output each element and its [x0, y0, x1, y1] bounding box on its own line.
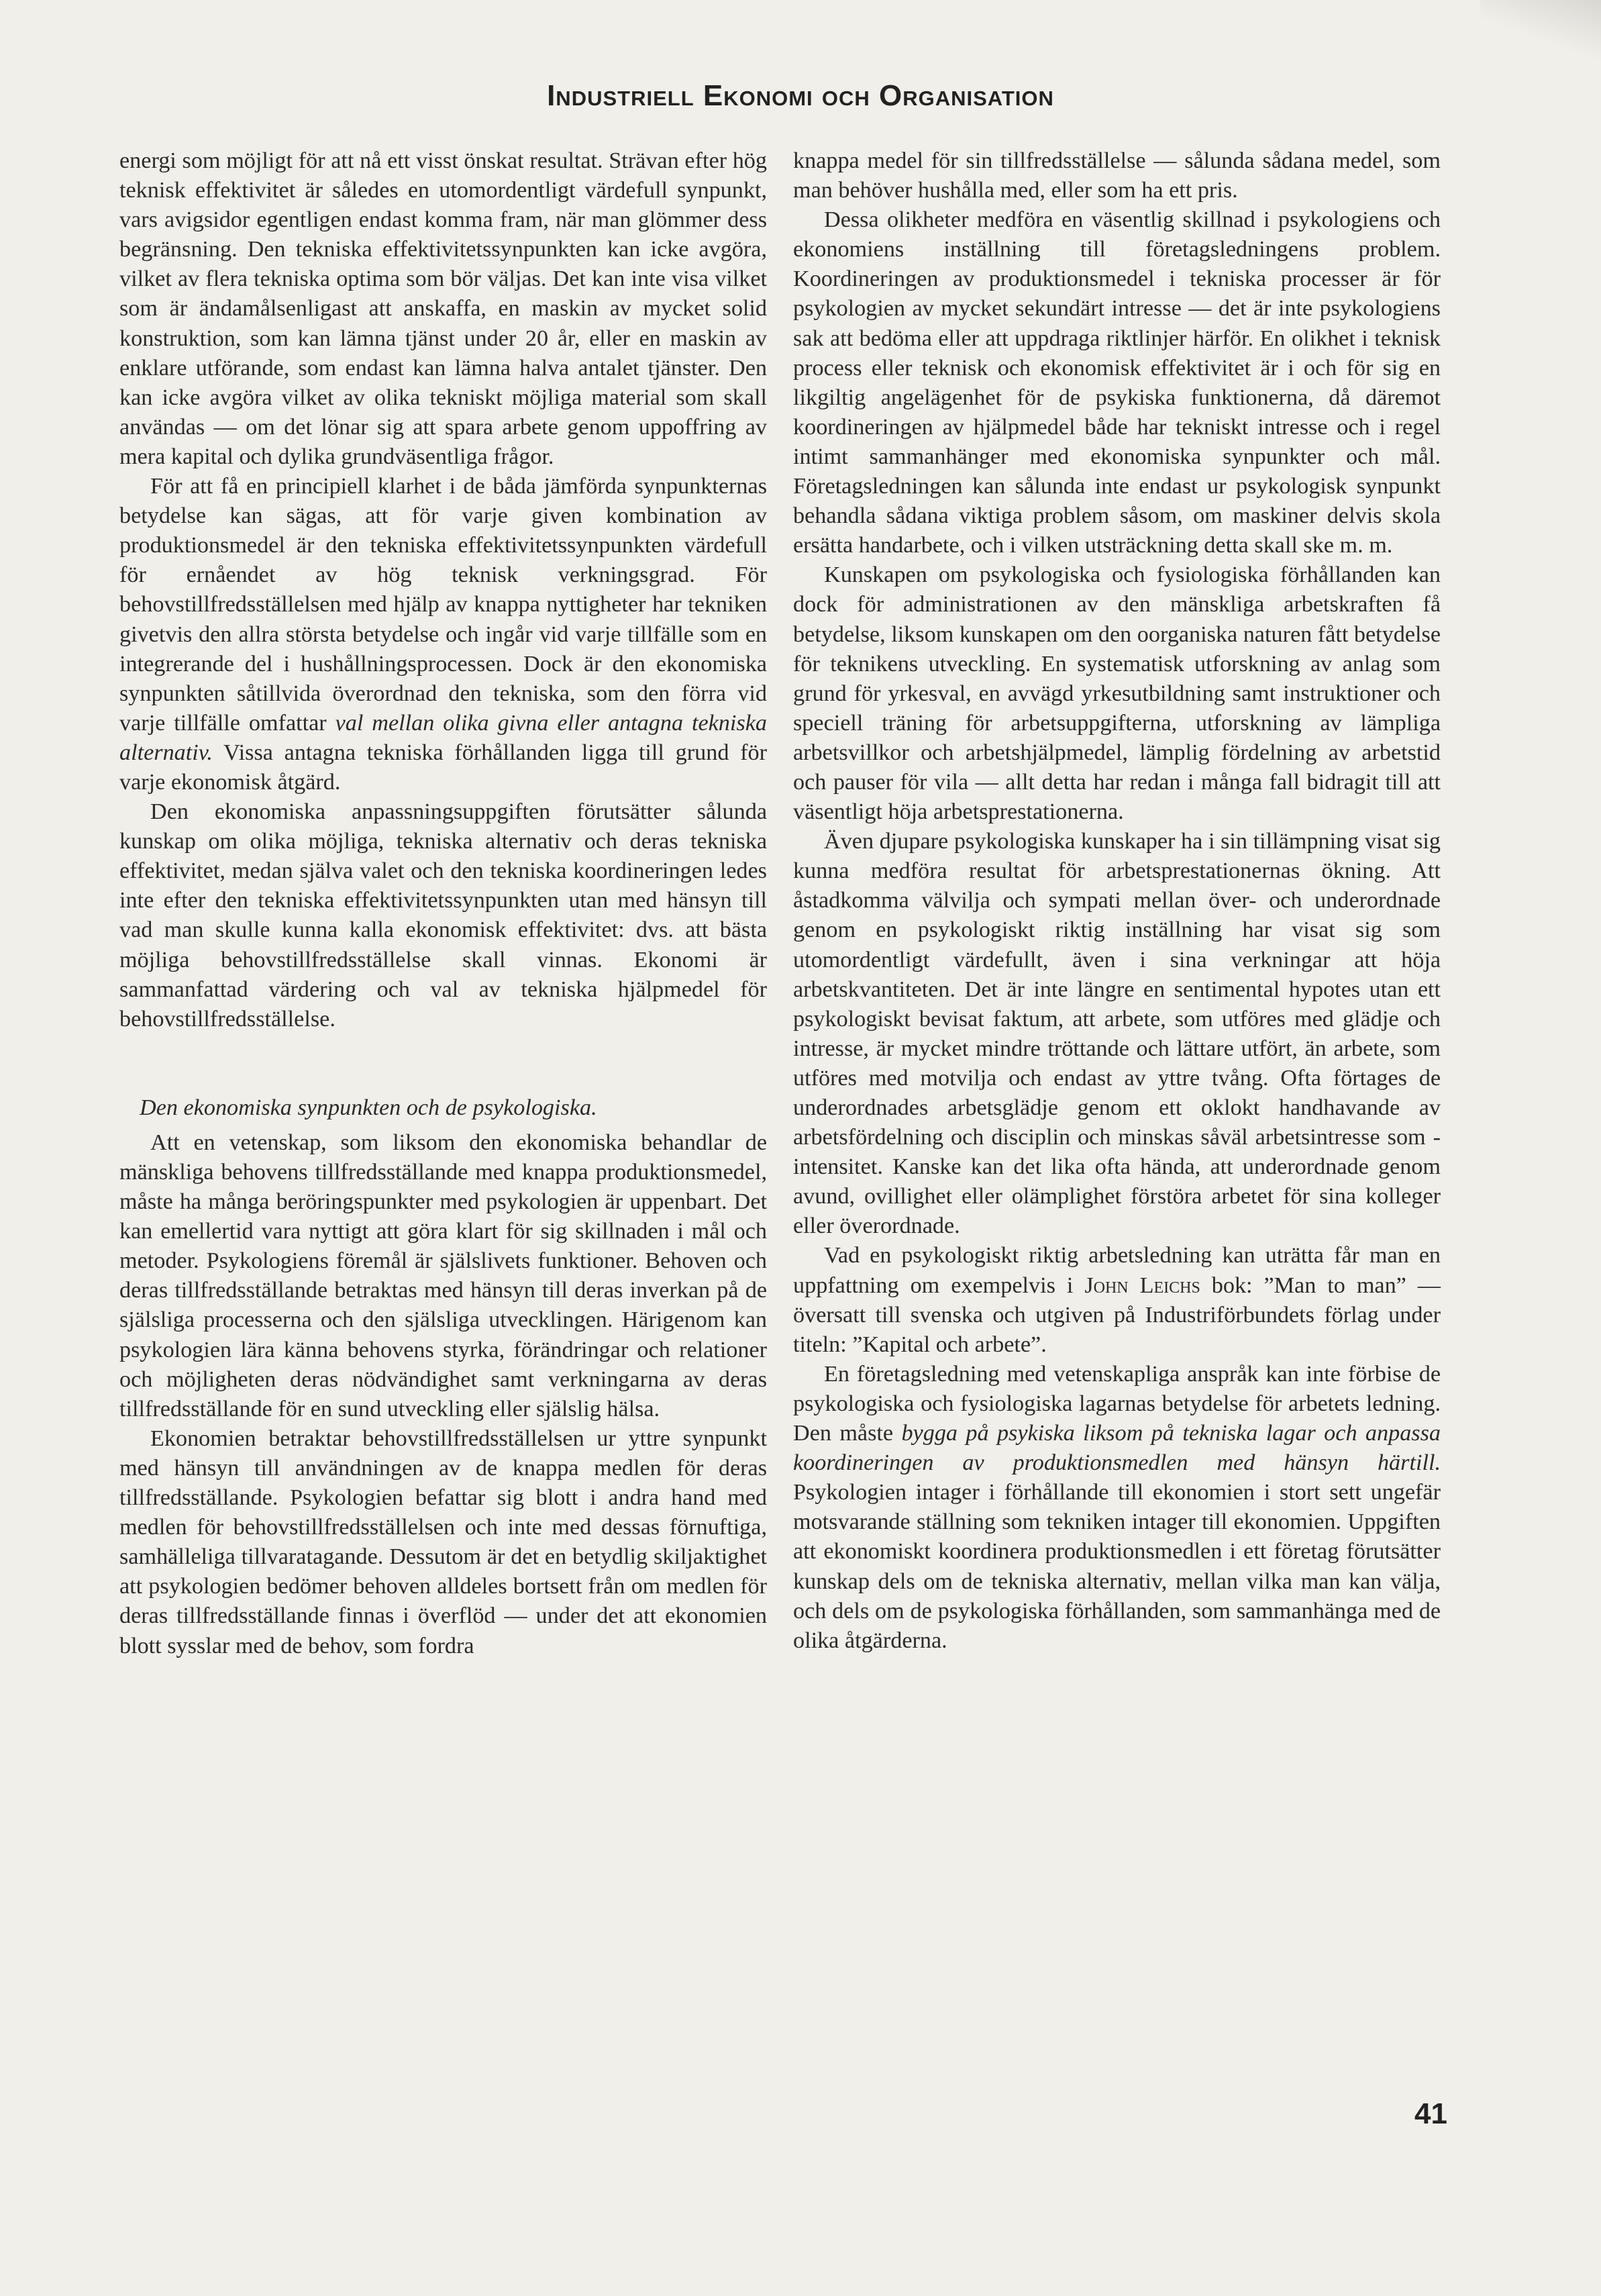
paragraph: energi som möjligt för att nå ett visst önskat resultat. Strävan efter hög teknisk effektivitet är således en utomordentligt värdefull synpunkt, vars avigsidor egentligen endast komma fram, när man glömmer dess begränsning. Den tekniska effektivitetssynpunkten kan icke avgöra, vilket av flera tekniska optima som bör väljas. Det kan inte visa vilket som är ändamålsenligast att anskaffa, en maskin av mycket solid konstruktion, som kan lämna tjänst under 20 år, eller en maskin av enklare utförande, som endast kan lämna halva antalet tjänster. Den kan icke avgöra vilket av olika tekniskt möjliga material som skall användas — om det lönar sig att spara arbete genom uppoffring av mera kapital och dylika grundväsentliga frågor.: [119, 148, 767, 469]
emphasis-text: bygga på psykiska liksom på tekniska lagar och anpassa koordineringen av produktionsmedlen med hänsyn härtill.: [793, 1421, 1441, 1476]
paragraph: knappa medel för sin tillfredsställelse — sålunda sådana medel, som man behöver hushålla med, eller som ha ett pris.: [793, 148, 1441, 203]
paragraph-text: bok: ”Man to man” — översatt till svenska och utgiven på Industriförbundets förlag under titeln: ”Kapital och arbete”.: [793, 1272, 1441, 1357]
page-number: 41: [1414, 2097, 1447, 2130]
running-header: Industriell Ekonomi och Organisation: [547, 79, 1054, 112]
paragraph: [793, 1360, 1441, 1656]
paragraph: Även djupare psykologiska kunskaper ha i sin tillämpning visat sig kunna medföra resultat för arbetsprestationernas ökning. Att åstadkomma välvilja och sympati mellan över- och underordnade genom en psykologiskt riktig inställning har visat sig som utomordentligt värdefullt, även i sina verkningar att höja arbetskvantiteten. Det är inte längre en sentimental hypotes utan ett psykologiskt bevisat faktum, att arbete, som utföres med glädje och intresse, är mycket mindre tröttande och lättare utfört, än arbete, som utföres med motvilja och endast av yttre tvång. Ofta förtages de underordnades arbetsglädje genom ett oklokt handhavande av arbetsfördelning och disciplin och minskas såväl arbetsintresse som -intensitet. Kanske kan det lika ofta hända, att underordnade genom avund, ovillighet eller olämplighet förstöra arbetet för sina kolleger eller överordnade.: [793, 829, 1441, 1239]
paragraph-text: En företagsledning med vetenskapliga anspråk kan inte förbise de psykologiska och fysiologiska lagarnas betydelse för arbetets ledning. Den måste: [793, 1361, 1441, 1446]
paragraph: [793, 1241, 1441, 1359]
paragraph: [119, 472, 767, 797]
paragraph: Dessa olikheter medföra en väsentlig skillnad i psykologiens och ekonomiens inställning till företagsledningens problem. Koordineringen av produktionsmedel i tekniska processer är för psykologien av mycket sekundärt intresse — det är inte psykologiens sak att bedöma eller att uppdraga riktlinjer härför. En olikhet i teknisk process eller teknisk och ekonomisk effektivitet är i och för sig en likgiltig angelägenhet för de psykiska funktionerna, då däremot koordineringen av hjälpmedel både har tekniskt intresse och i regel intimt sammanhänger med ekonomiska synpunkter och mål. Företagsledningen kan sålunda inte endast ur psykologisk synpunkt behandla sådana viktiga problem såsom, om maskiner delvis skola ersätta handarbete, och i vilken utsträckning detta skall ske m. m.: [793, 207, 1441, 558]
paragraph: Ekonomien betraktar behovstillfredsställelsen ur yttre synpunkt med hänsyn till användningen av de knappa medlen för deras tillfredsställande. Psykologien befattar sig blott i andra hand med medlen för behovstillfredsställelsen och inte med dessas förnuftiga, samhälleliga tillvaratagande. Dessutom är det en betydlig skiljaktighet att psykologien bedömer behoven alldeles bortsett från om medlen för deras tillfredsställande finnas i överflöd — under det att ekonomien blott sysslar med de behov, som fordra: [119, 1426, 767, 1658]
emphasis-text: val mellan olika givna eller antagna tekniska alternativ.: [119, 710, 767, 765]
left-column: [119, 146, 767, 1661]
section-subheading: Den ekonomiska synpunkten och de psykologiska.: [140, 1095, 597, 1120]
paragraph: Den ekonomiska anpassningsuppgiften förutsätter sålunda kunskap om olika möjliga, tekniska alternativ och deras tekniska effektivitet, medan själva valet och den tekniska koordineringen ledes inte efter den tekniska effektivitetssynpunkten utan med hänsyn till vad man skulle kunna kalla ekonomisk effektivitet: dvs. att bästa möjliga behovstillfredsställelse skall vinnas. Ekonomi är sammanfattad värdering och val av tekniska hjälpmedel för behovstillfredsställelse.: [119, 799, 767, 1032]
page-corner-shadow: [1480, 0, 1601, 60]
paragraph-text: Vissa antagna tekniska förhållanden ligga till grund för varje ekonomisk åtgärd.: [119, 740, 767, 795]
author-name: John Leichs: [1084, 1272, 1200, 1298]
paragraph-text: Psykologien intager i förhållande till ekonomien i stort sett ungefär motsvarande ställning som tekniken intager till ekonomien. Uppgiften att ekonomiskt koordinera produktionsmedlen i ett företag förutsätter kunskap dels om de tekniska alternativ, mellan vilka man kan välja, och dels om de psykologiska förhållanden, som sammanhänga med de olika åtgärderna.: [793, 1480, 1441, 1653]
right-column: [793, 146, 1441, 1656]
paragraph: Att en vetenskap, som liksom den ekonomiska behandlar de mänskliga behovens tillfredsställande med knappa produktionsmedel, måste ha många beröringspunkter med psykologien är uppenbart. Det kan emellertid vara nyttigt att göra klart för sig skillnaden i mål och metoder. Psykologiens föremål är själslivets funktioner. Behoven och deras tillfredsställande betraktas med hänsyn till deras inverkan på de själsliga processerna och den själsliga utvecklingen. Härigenom kan psykologien lära känna behovens styrka, förändringar och relationer och möjligheten deras nödvändighet samt verkningarna av deras tillfredsställande för en sund utveckling eller själslig hälsa.: [119, 1130, 767, 1421]
paragraph: Kunskapen om psykologiska och fysiologiska förhållanden kan dock för administrationen av den mänskliga arbetskraften få betydelse, liksom kunskapen om den oorganiska naturen fått betydelse för teknikens utveckling. En systematisk utforskning av anlag som grund för yrkesval, en avvägd yrkesutbildning samt instruktioner och speciell träning för arbetsuppgifterna, utforskning av lämpliga arbetsvillkor och arbetshjälpmedel, lämplig fördelning av arbetstid och pauser för vila — allt detta har redan i många fall bidragit till att väsentligt höja arbetsprestationerna.: [793, 562, 1441, 825]
paragraph-text: För att få en principiell klarhet i de båda jämförda synpunkternas betydelse kan sägas, att för varje given kombination av produktionsmedel är den tekniska effektivitetssynpunkten värdefull för ernåendet av hög teknisk verkningsgrad. För behovstillfredsställelsen med hjälp av knappa nyttigheter har tekniken givetvis den allra största betydelse och ingår vid varje tillfälle som en integrerande del i hushållningsprocessen. Dock är den ekonomiska synpunkten såtillvida överordnad den tekniska, som den förra vid varje tillfälle omfattar: [119, 474, 767, 736]
paragraph-text: Vad en psykologiskt riktig arbetsledning kan uträtta får man en uppfattning om exempelvis i: [793, 1243, 1441, 1298]
